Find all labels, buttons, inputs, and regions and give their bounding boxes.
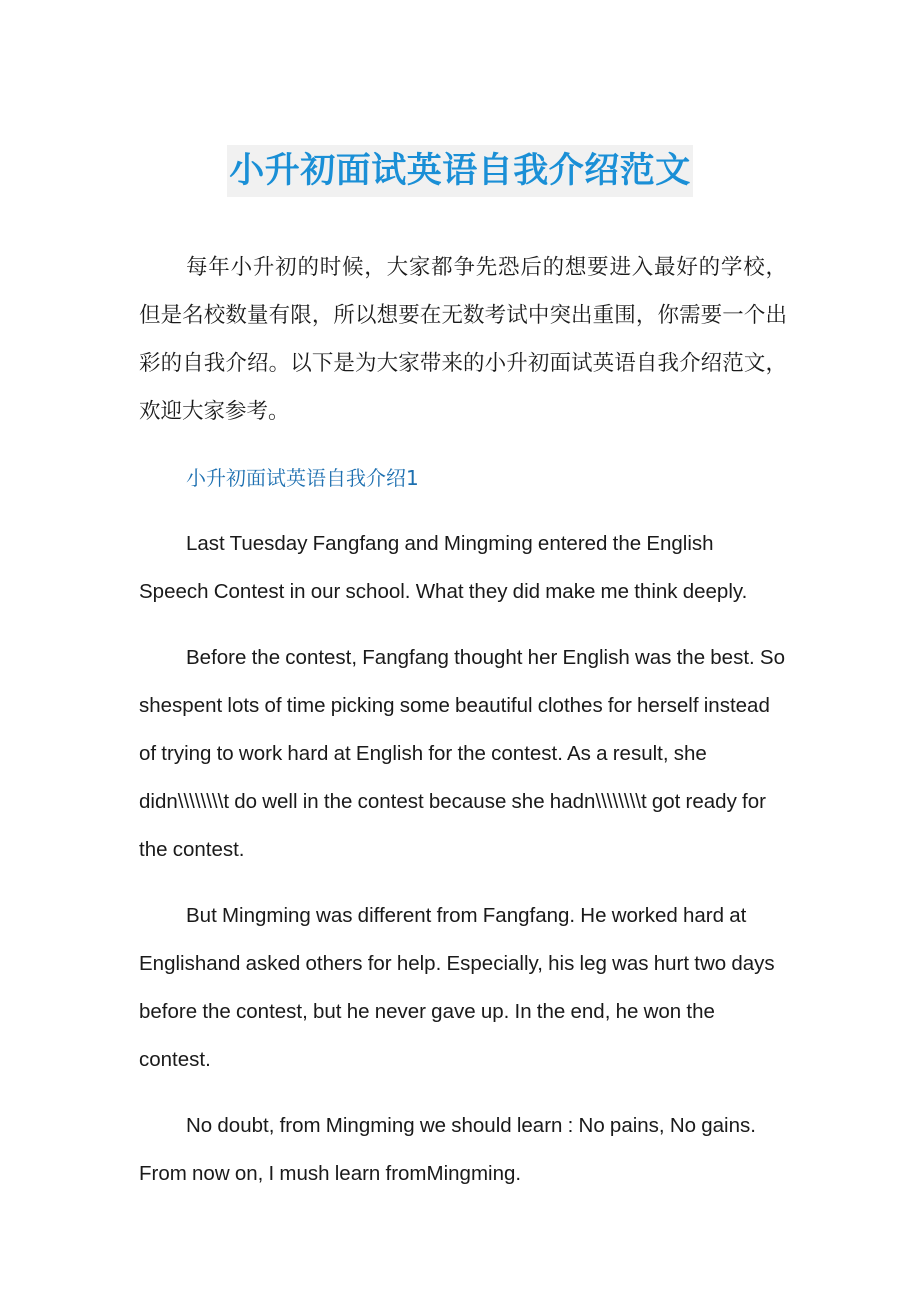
document-body <box>139 244 787 1198</box>
document-title: 小升初面试英语自我介绍范文 <box>227 145 693 197</box>
section-heading: 小升初面试英语自我介绍1 <box>186 466 419 490</box>
body-paragraph-3: But Mingming was different from Fangfang. He worked hard at Englishand asked others for help. Especially, his leg was hurt two days before the contest, but he never gave up. In the end, he won the contest. <box>139 904 775 1071</box>
body-paragraph-4: No doubt, from Mingming we should learn : No pains, No gains. From now on, I mush learn fromMingming. <box>139 1114 756 1185</box>
intro-paragraph: 每年小升初的时候，大家都争先恐后的想要进入最好的学校，但是名校数量有限，所以想要在无数考试中突出重围，你需要一个出彩的自我介绍。以下是为大家带来的小升初面试英语自我介绍范文，欢迎大家参考。 <box>139 255 787 424</box>
body-paragraph-2: Before the contest, Fangfang thought her English was the best. So shespent lots of time picking some beautiful clothes for herself instead of trying to work hard at English for the contest. As a result, she didn\\\\\\\\t do well in the contest because she hadn\\\\\\\\t got ready for the contest. <box>139 646 785 861</box>
body-paragraph-1: Last Tuesday Fangfang and Mingming entered the English Speech Contest in our school. What they did make me think deeply. <box>139 532 748 603</box>
title-wrapper <box>0 122 920 221</box>
